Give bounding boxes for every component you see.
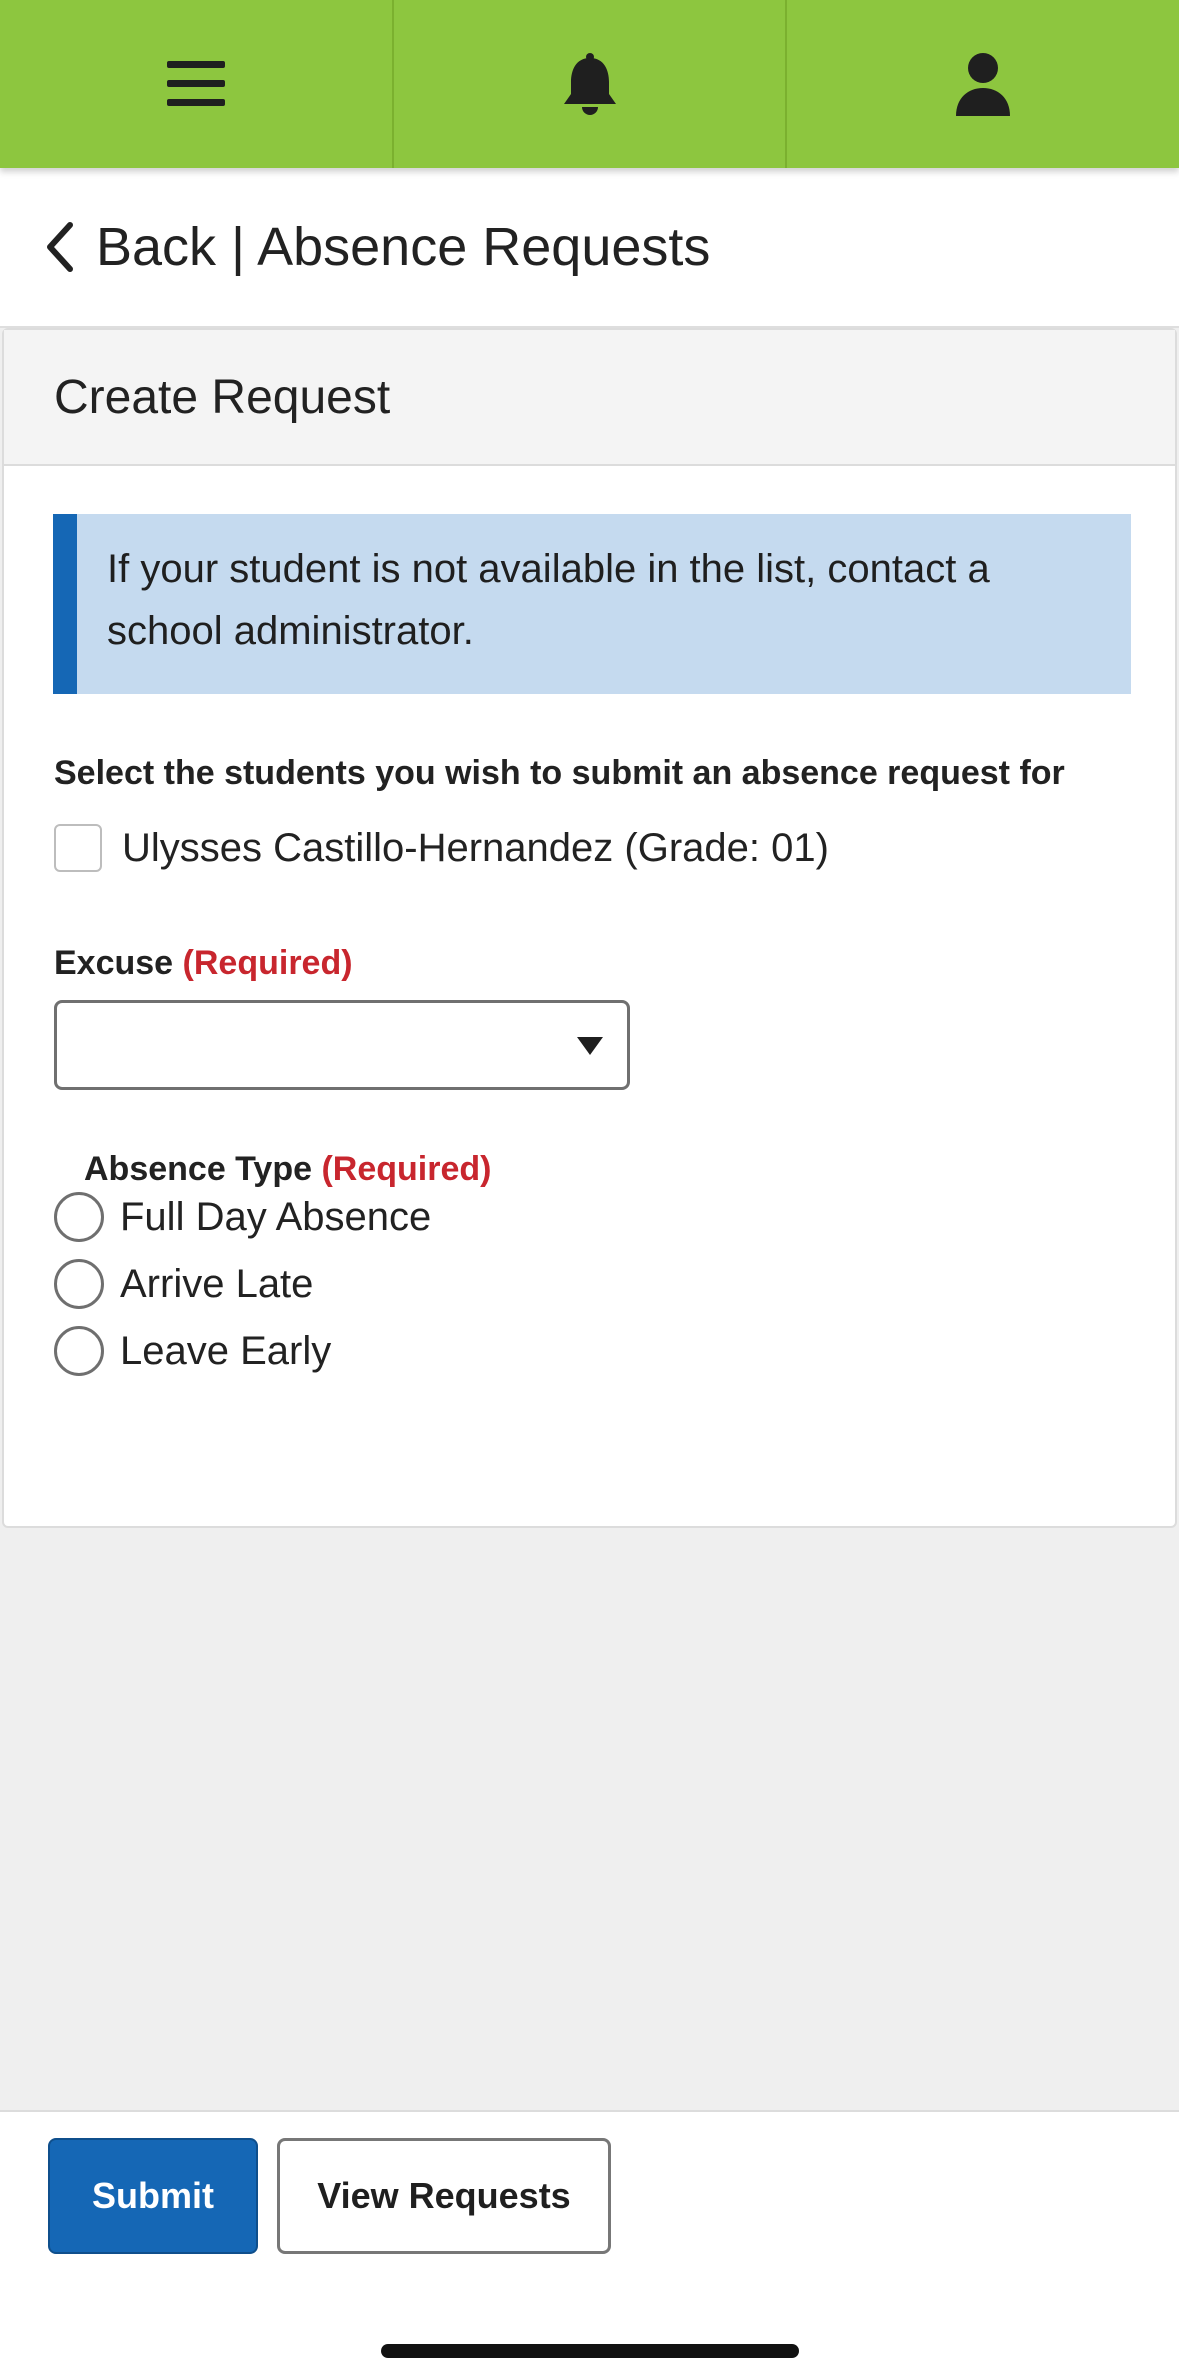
chevron-left-icon: [44, 221, 74, 273]
bell-icon: [561, 52, 619, 116]
excuse-required-label: (Required): [182, 944, 353, 982]
user-icon: [954, 52, 1012, 116]
absence-type-label: [84, 1150, 491, 1189]
absence-type-label-text: Absence Type: [84, 1150, 313, 1188]
radio-label: Arrive Late: [120, 1261, 314, 1306]
caret-down-icon: [577, 1037, 603, 1055]
view-requests-button[interactable]: View Requests: [277, 2138, 611, 2254]
radio-full-day-absence[interactable]: [54, 1192, 431, 1242]
radio-button[interactable]: [54, 1326, 104, 1376]
home-indicator[interactable]: [381, 2344, 799, 2358]
excuse-select[interactable]: [54, 1000, 630, 1090]
notifications-button[interactable]: [394, 0, 788, 168]
profile-button[interactable]: [787, 0, 1179, 168]
absence-type-required-label: (Required): [321, 1150, 492, 1188]
radio-button[interactable]: [54, 1192, 104, 1242]
radio-arrive-late[interactable]: [54, 1259, 313, 1309]
back-bar: [0, 168, 1179, 328]
student-checkbox[interactable]: [54, 824, 102, 872]
radio-label: Leave Early: [120, 1328, 332, 1373]
excuse-label: [54, 944, 353, 983]
card-title: Create Request: [4, 330, 1175, 466]
radio-leave-early[interactable]: [54, 1326, 331, 1376]
top-nav-bar: [0, 0, 1179, 168]
student-option[interactable]: [54, 824, 829, 872]
footer-action-bar: [0, 2110, 1179, 2379]
submit-button[interactable]: Submit: [48, 2138, 258, 2254]
page-title[interactable]: Back | Absence Requests: [96, 217, 711, 277]
student-label: Ulysses Castillo-Hernandez (Grade: 01): [122, 825, 829, 870]
students-prompt: Select the students you wish to submit an absence request for: [54, 754, 1065, 792]
info-alert: If your student is not available in the list, contact a school administrator.: [53, 514, 1131, 694]
radio-button[interactable]: [54, 1259, 104, 1309]
radio-label: Full Day Absence: [120, 1194, 432, 1239]
create-request-card: [2, 328, 1177, 1528]
hamburger-menu-icon: [167, 59, 225, 109]
back-button[interactable]: [44, 221, 74, 273]
excuse-label-text: Excuse: [54, 944, 174, 982]
menu-button[interactable]: [0, 0, 394, 168]
